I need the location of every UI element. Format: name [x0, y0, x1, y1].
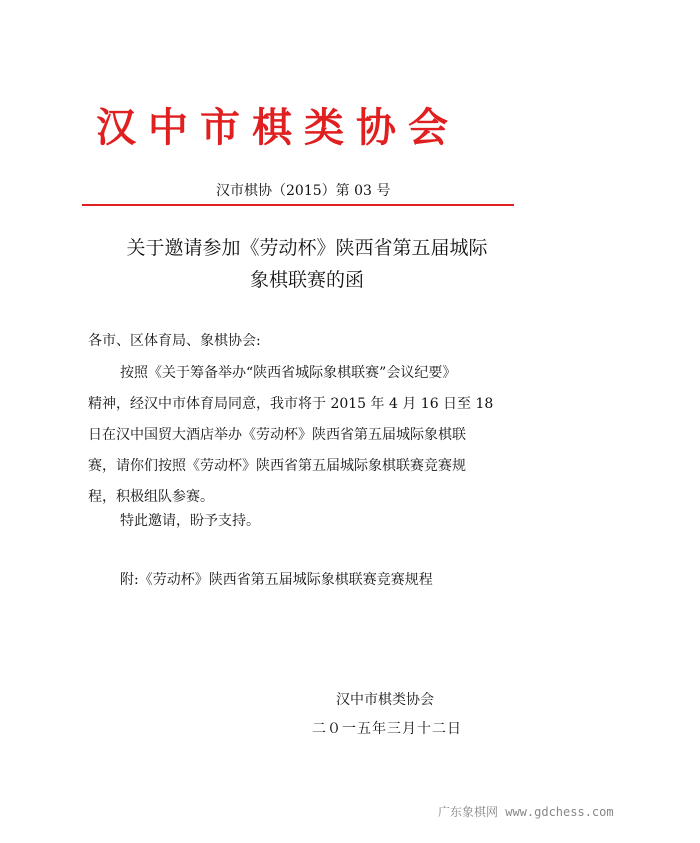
site-watermark: 广东象棋网 www.gdchess.com [438, 805, 614, 819]
salutation: 各市、区体育局、象棋协会: [88, 333, 261, 349]
body-line: 精神，经汉中市体育局同意，我市将于 2015 年 4 月 16 日至 18 [88, 396, 494, 412]
body-line: 日在汉中国贸大酒店举办《劳动杯》陕西省第五届城际象棋联 [88, 427, 466, 443]
body-line: 赛，请你们按照《劳动杯》陕西省第五届城际象棋联赛竞赛规 [88, 458, 466, 474]
subject-line-2: 象棋联赛的函 [249, 269, 364, 291]
signature-date: 二０一五年三月十二日 [312, 721, 462, 737]
document-number: 汉市棋协（2015）第 03 号 [216, 183, 391, 199]
signature-organization: 汉中市棋类协会 [336, 692, 434, 708]
closing-remark: 特此邀请，盼予支持。 [120, 513, 260, 529]
letterhead-title: 汉中市棋类协会 [96, 105, 460, 151]
subject-line-1: 关于邀请参加《劳动杯》陕西省第五届城际 [126, 237, 488, 259]
subject-heading [82, 232, 532, 296]
letterhead-divider [82, 204, 514, 206]
body-line: 程，积极组队参赛。 [88, 489, 214, 505]
body-paragraph [88, 358, 528, 513]
body-line: 按照《关于筹备举办“陕西省城际象棋联赛”会议纪要》 [120, 365, 457, 381]
attachment-note: 附:《劳动杯》陕西省第五届城际象棋联赛竞赛规程 [120, 572, 433, 588]
